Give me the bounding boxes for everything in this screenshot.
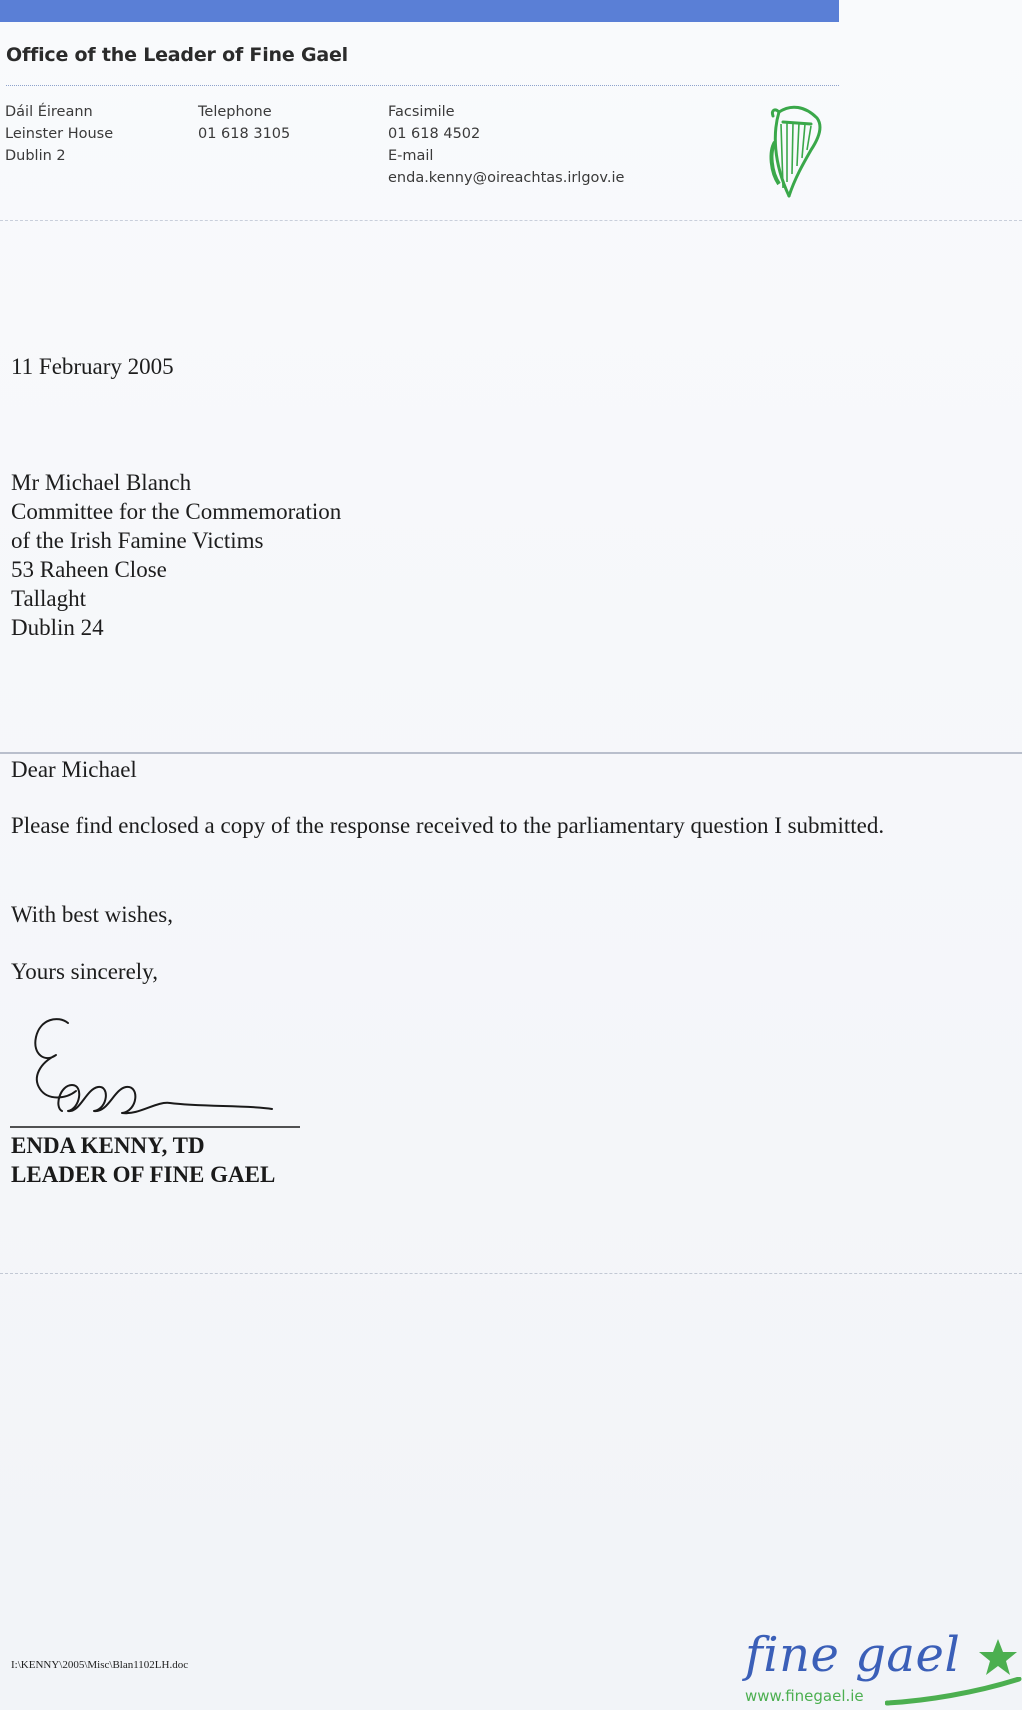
salutation: Dear Michael [11, 757, 137, 782]
telephone-label: Telephone [198, 104, 272, 120]
signer-title: LEADER OF FINE GAEL [11, 1162, 276, 1187]
paper-fold [0, 752, 1022, 754]
swoosh-icon [885, 1677, 1022, 1707]
address-line: Leinster House [5, 126, 114, 142]
handwritten-signature [10, 1015, 305, 1130]
recipient-line: Tallaght [11, 586, 87, 611]
telephone-number: 01 618 3105 [198, 126, 291, 142]
letter-body: Please find enclosed a copy of the response received to the parliamentary question I submitted. [11, 813, 885, 838]
email-address: enda.kenny@oireachtas.irlgov.ie [388, 170, 625, 186]
signer-block [11, 1131, 275, 1189]
recipient-line: Dublin 24 [11, 615, 104, 640]
star-icon [978, 1637, 1018, 1677]
paper-fold [0, 1273, 1022, 1274]
recipient-line: of the Irish Famine Victims [11, 528, 264, 553]
telephone-block [198, 101, 290, 145]
recipient-line: Committee for the Commemoration [11, 499, 342, 524]
file-path: I:\KENNY\2005\Misc\Blan1102LH.doc [11, 1659, 189, 1671]
address-line: Dáil Éireann [5, 104, 93, 120]
logo-url: www.finegael.ie [745, 1687, 864, 1705]
fax-number: 01 618 4502 [388, 126, 481, 142]
harp-icon [765, 102, 827, 202]
header-color-band [0, 0, 839, 22]
closing-wishes: With best wishes, [11, 902, 173, 927]
address-line: Dublin 2 [5, 148, 66, 164]
office-title: Office of the Leader of Fine Gael [6, 44, 348, 66]
fax-email-block [388, 101, 624, 189]
letter-date: 11 February 2005 [11, 354, 174, 379]
fine-gael-logo [745, 1625, 1022, 1710]
recipient-address [11, 468, 341, 642]
recipient-line: Mr Michael Blanch [11, 470, 192, 495]
closing-sincerely: Yours sincerely, [11, 959, 158, 984]
paper-fold [0, 220, 1022, 221]
signer-name: ENDA KENNY, TD [11, 1133, 205, 1158]
office-address [5, 101, 113, 167]
header-divider [6, 85, 839, 86]
recipient-line: 53 Raheen Close [11, 557, 167, 582]
logo-wordmark: fine gael [745, 1627, 961, 1683]
fax-label: Facsimile [388, 104, 455, 120]
email-label: E-mail [388, 148, 434, 164]
